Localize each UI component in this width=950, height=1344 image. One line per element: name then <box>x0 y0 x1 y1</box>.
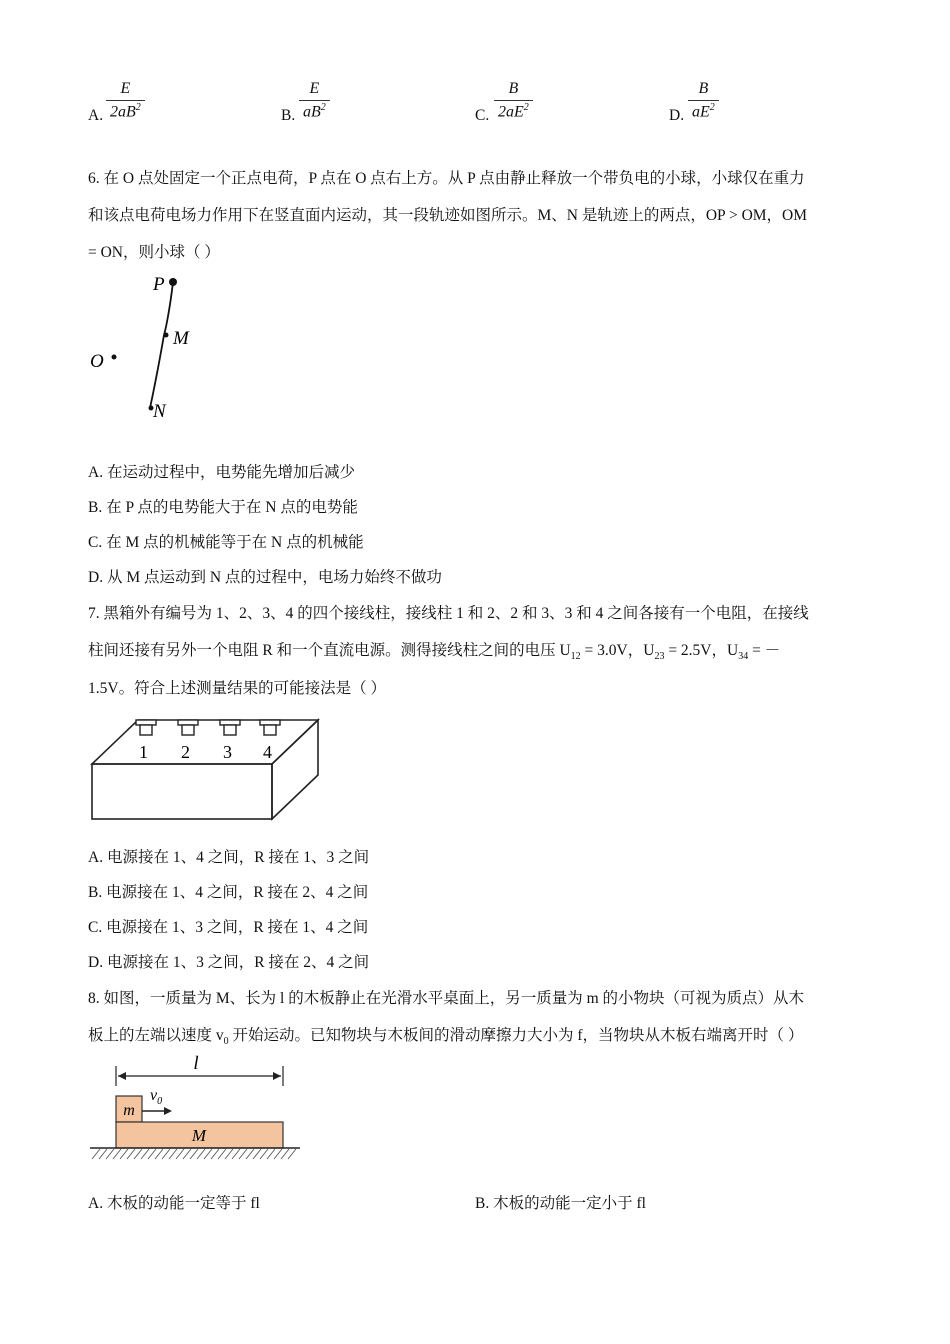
q7-option-d: D. 电源接在 1、3 之间，R 接在 2、4 之间 <box>88 954 370 971</box>
point-o-dot <box>112 355 117 360</box>
q8-option-b: B. 木板的动能一定小于 fl <box>475 1195 646 1212</box>
q5-option-a-fraction: E $2aB^2$ <box>106 80 145 121</box>
q6-trajectory-figure <box>80 268 220 428</box>
q5-option-c-label: C. <box>475 107 490 124</box>
label-n: N <box>153 401 166 422</box>
length-label: l <box>193 1053 199 1074</box>
label-p: P <box>153 274 165 295</box>
q6-option-c: C. 在 M 点的机械能等于在 N 点的机械能 <box>88 534 364 551</box>
q7-option-a: A. 电源接在 1、4 之间，R 接在 1、3 之间 <box>88 849 370 866</box>
q6-option-b: B. 在 P 点的电势能大于在 N 点的电势能 <box>88 499 358 516</box>
ground-hatching <box>92 1149 296 1159</box>
terminal-1-post <box>140 725 152 735</box>
q7-stem-line-1: 7. 黑箱外有编号为 1、2、3、4 的四个接线柱，接线柱 1 和 2、2 和 3、3 和 4 之间各接有一个电阻，在接线 <box>88 605 809 622</box>
terminal-4-label: 4 <box>263 742 272 762</box>
terminal-2-cap <box>178 720 198 725</box>
q7-black-box-figure <box>88 712 324 824</box>
small-block-label: m <box>123 1102 135 1119</box>
point-p-dot <box>169 278 177 286</box>
q6-option-a: A. 在运动过程中，电势能先增加后减少 <box>88 464 355 481</box>
q6-stem-line-2: 和该点电荷电场力作用下在竖直面内运动，其一段轨迹如图所示。M、N 是轨迹上的两点，OP > OM，OM <box>88 207 808 224</box>
q8-board-block-figure <box>88 1052 304 1164</box>
terminal-4-post <box>264 725 276 735</box>
q5-option-b-fraction: E $aB^2$ <box>299 80 330 121</box>
label-o: O <box>90 351 104 372</box>
q5-option-c-fraction: B $2aE^2$ <box>494 80 533 121</box>
terminal-1-cap <box>136 720 156 725</box>
q5-option-a-label: A. <box>88 107 104 124</box>
q6-stem-line-1: 6. 在 O 点处固定一个正点电荷，P 点在 O 点右上方。从 P 点由静止释放一个带负电的小球，小球仅在重力 <box>88 170 805 187</box>
q6-stem-line-3: = ON，则小球（ ） <box>88 244 220 261</box>
box-top-face <box>92 720 318 764</box>
q6-option-d: D. 从 M 点运动到 N 点的过程中，电场力始终不做功 <box>88 569 442 586</box>
trajectory-curve <box>150 282 173 408</box>
q5-option-d-fraction: B $aE^2$ <box>688 80 719 121</box>
q7-stem-line-3: 1.5V。符合上述测量结果的可能接法是（ ） <box>88 680 386 697</box>
terminal-3-post <box>224 725 236 735</box>
point-m-dot <box>164 333 169 338</box>
q7-option-b: B. 电源接在 1、4 之间，R 接在 2、4 之间 <box>88 884 369 901</box>
terminal-1-label: 1 <box>139 742 148 762</box>
label-m: M <box>173 328 189 349</box>
terminal-2-label: 2 <box>181 742 190 762</box>
q5-option-b-label: B. <box>281 107 296 124</box>
q7-option-c: C. 电源接在 1、3 之间，R 接在 1、4 之间 <box>88 919 369 936</box>
terminal-2-post <box>182 725 194 735</box>
terminal-4-cap <box>260 720 280 725</box>
terminal-3-cap <box>220 720 240 725</box>
velocity-label: $v_0$ <box>150 1087 163 1107</box>
q5-option-d-label: D. <box>669 107 685 124</box>
terminal-3-label: 3 <box>223 742 232 762</box>
box-front-face <box>92 764 272 819</box>
board-label: M <box>191 1126 207 1145</box>
q7-stem-line-2: 柱间还接有另外一个电阻 R 和一个直流电源。测得接线柱之间的电压 $U_{12} = 3.0V$，$U_{23} = 2.5V$，$U_{34}$ = － <box>88 642 781 663</box>
q8-stem-line-2: 板上的左端以速度 $v_0$ 开始运动。已知物块与木板间的滑动摩擦力大小为 f，当物块从木板右端离开时（ ） <box>88 1027 804 1048</box>
q8-stem-line-1: 8. 如图，一质量为 M、长为 l 的木板静止在光滑水平桌面上，另一质量为 m 的小物块（可视为质点）从木 <box>88 990 805 1007</box>
box-side-face <box>272 720 318 819</box>
q8-option-a: A. 木板的动能一定等于 fl <box>88 1195 260 1212</box>
